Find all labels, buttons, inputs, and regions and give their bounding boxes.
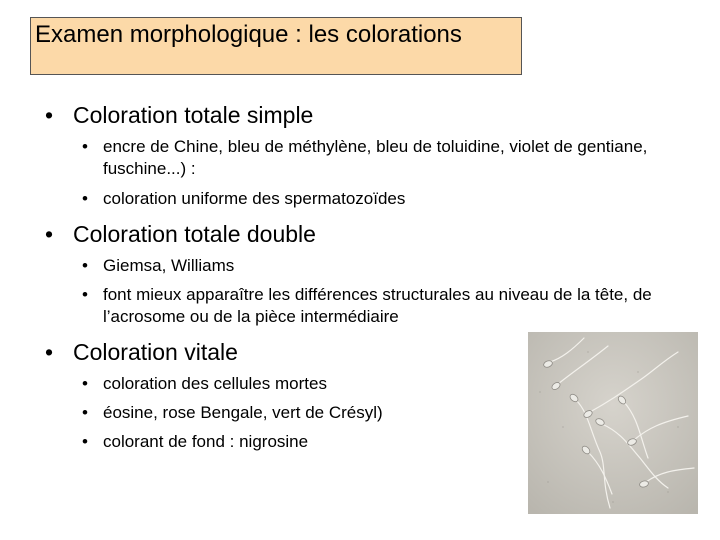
sperm-micrograph-image (528, 332, 698, 514)
micrograph-drawing (528, 332, 698, 514)
list-item (82, 284, 683, 328)
bullet-icon: • (82, 256, 88, 275)
bullet-icon: • (82, 432, 88, 451)
section-heading-text: Coloration vitale (73, 339, 238, 365)
bullet-icon: • (82, 403, 88, 422)
list-item (82, 255, 683, 277)
section-heading-text: Coloration totale double (73, 221, 316, 247)
list-item-text: encre de Chine, bleu de méthylène, bleu de toluidine, violet de gentiane, fuschine...) : (103, 137, 648, 178)
list-item-text: font mieux apparaître les différences structurales au niveau de la tête, de l’acrosome ou de la pièce intermédiaire (103, 285, 652, 326)
slide-title (30, 17, 522, 75)
list-item-text: coloration uniforme des spermatozoïdes (103, 189, 406, 208)
list-item (82, 188, 683, 210)
list-item-text: éosine, rose Bengale, vert de Crésyl) (103, 403, 383, 422)
list-item-text: coloration des cellules mortes (103, 374, 327, 393)
bullet-icon: • (82, 374, 88, 393)
list-item (82, 136, 683, 180)
bullet-icon: • (82, 285, 88, 304)
bullet-icon: • (45, 221, 54, 247)
bullet-icon: • (45, 102, 54, 128)
bullet-icon: • (82, 137, 88, 156)
bullet-icon: • (45, 339, 54, 365)
bullet-icon: • (82, 189, 88, 208)
section-heading-text: Coloration totale simple (73, 102, 314, 128)
slide-title-text: Examen morphologique : les colorations (35, 21, 462, 48)
list-item-text: Giemsa, Williams (103, 256, 235, 275)
list-item-text: colorant de fond : nigrosine (103, 432, 309, 451)
